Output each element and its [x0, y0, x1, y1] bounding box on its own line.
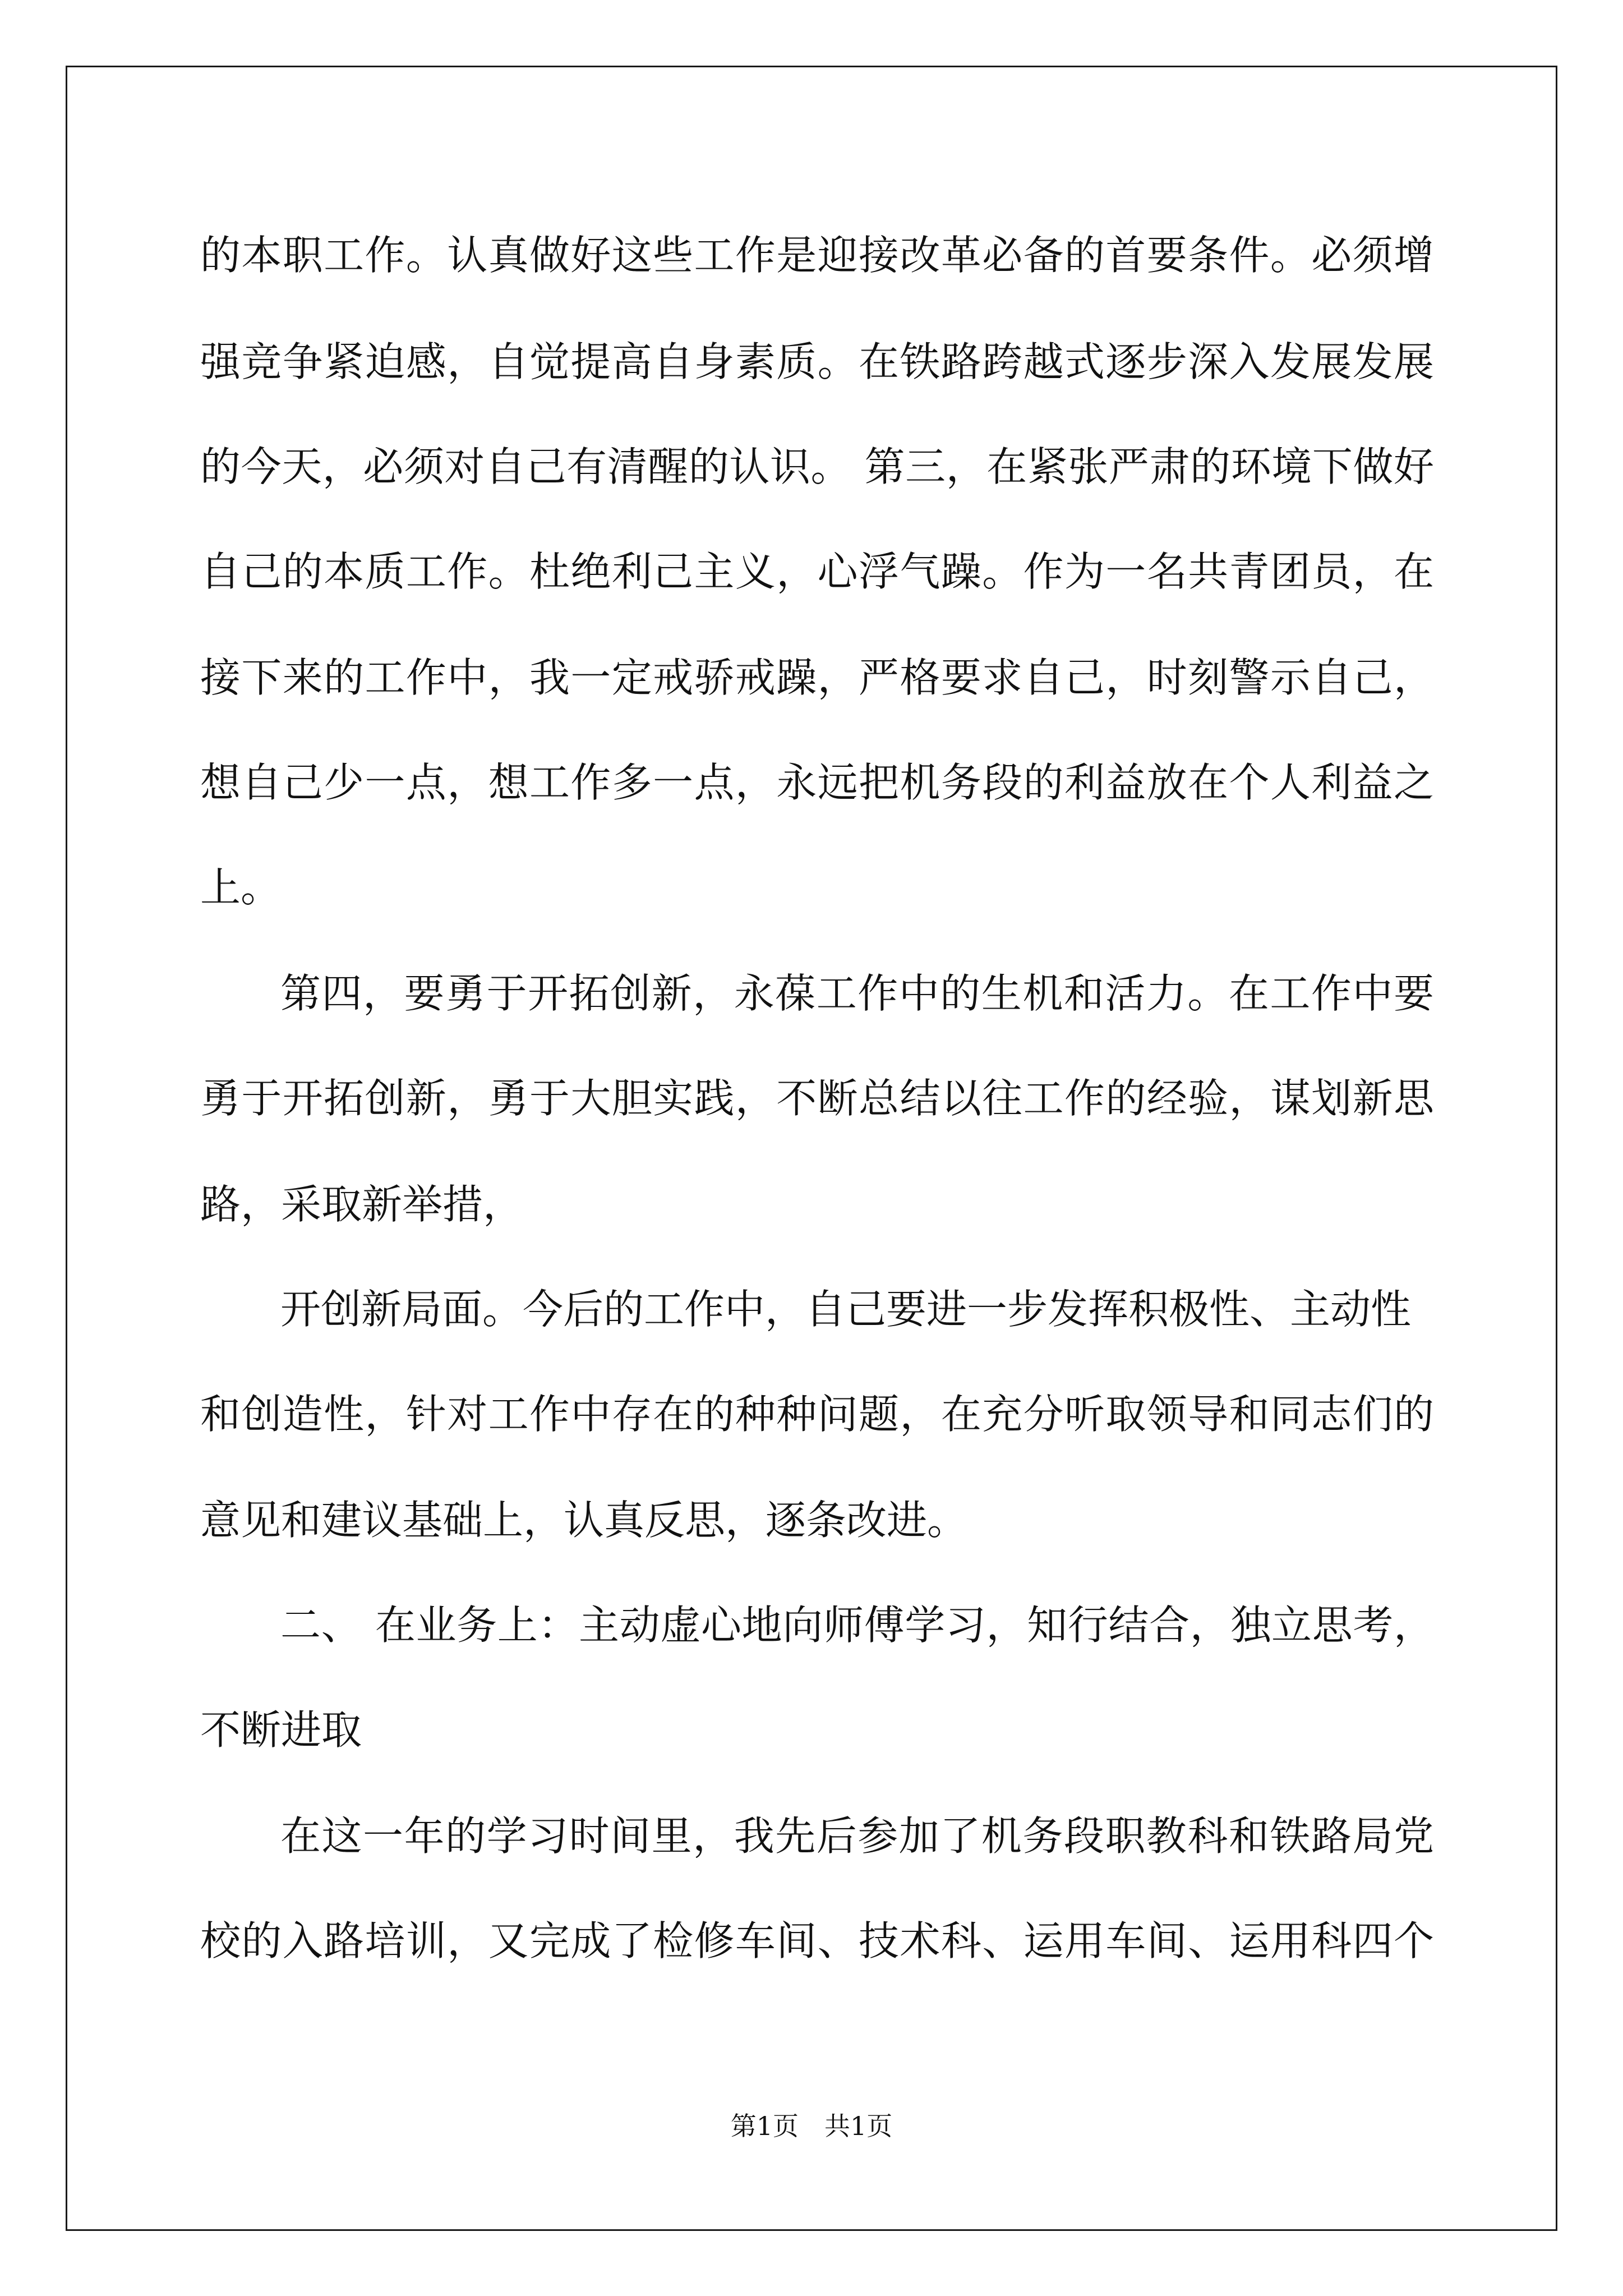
- text-line-9: 勇于开拓创新，勇于大胆实践，不断总结以往工作的经验，谋划新思: [200, 1075, 1434, 1122]
- text-line-10: 路，采取新举措，: [200, 1181, 524, 1228]
- paragraph-4-line-1: 第四，要勇于开拓创新，永葆工作中的生机和活力。在工作中要: [280, 970, 1434, 1017]
- text-line-6: 想自己少一点，想工作多一点，永远把机务段的利益放在个人利益之: [200, 759, 1434, 806]
- text-line-5: 接下来的工作中，我一定戒骄戒躁，严格要求自己，时刻警示自己，: [200, 654, 1434, 701]
- text-line-2: 强竞争紧迫感，自觉提高自身素质。在铁路跨越式逐步深入发展发展: [200, 338, 1434, 385]
- text-line-1: 的本职工作。认真做好这些工作是迎接改革必备的首要条件。必须增: [200, 232, 1434, 279]
- text-line-4: 自己的本质工作。杜绝利己主义，心浮气躁。作为一名共青团员，在: [200, 548, 1434, 595]
- text-line-3: 的今天，必须对自己有清醒的认识。 第三，在紧张严肃的环境下做好: [200, 443, 1434, 490]
- text-line-7: 上。: [200, 864, 282, 911]
- page-footer: 第1页 共1页: [730, 2111, 893, 2141]
- section-heading-line-1: 二、 在业务上：主动虚心地向师傅学习，知行结合，独立思考，: [280, 1602, 1434, 1649]
- section-heading-line-2: 不断进取: [200, 1706, 362, 1754]
- paragraph-6-line-1: 在这一年的学习时间里，我先后参加了机务段职教科和铁路局党: [280, 1812, 1434, 1860]
- text-line-17: 校的入路培训，又完成了检修车间、技术科、运用车间、运用科四个: [200, 1917, 1434, 1964]
- paragraph-5-line-1: 开创新局面。今后的工作中，自己要进一步发挥积极性、主动性: [280, 1286, 1412, 1333]
- page-border: [66, 66, 1557, 2231]
- text-line-12: 和创造性，针对工作中存在的种种问题，在充分听取领导和同志们的: [200, 1391, 1434, 1438]
- text-line-13: 意见和建议基础上，认真反思，逐条改进。: [200, 1497, 968, 1544]
